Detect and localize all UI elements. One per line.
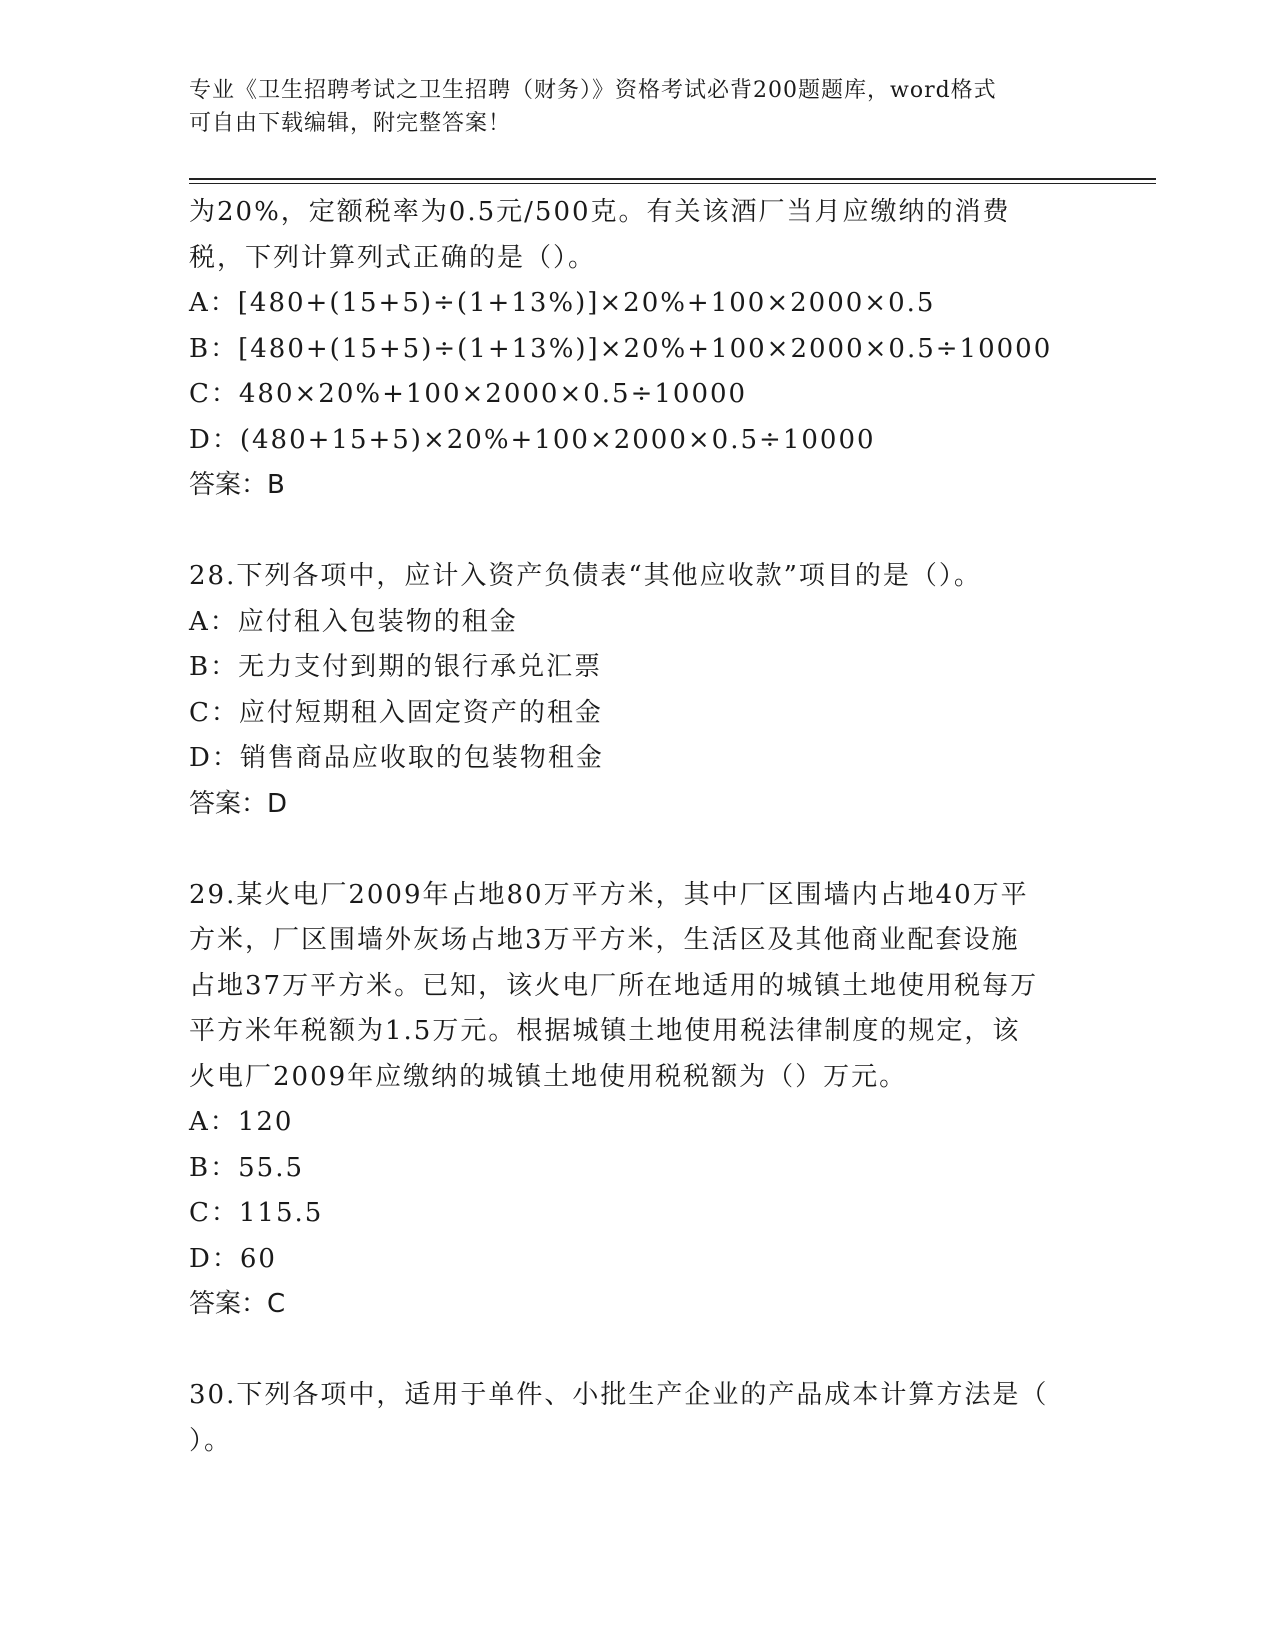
- document-body: [189, 190, 1089, 1464]
- question-28: [189, 554, 1089, 827]
- header-rule-thin: [189, 183, 1156, 184]
- spacer: [189, 827, 1089, 873]
- option-b: B：无力支付到期的银行承兑汇票: [189, 652, 603, 682]
- question-stem-line: 税，下列计算列式正确的是（）。: [189, 242, 597, 273]
- option-b: B：[480+(15+5)÷(1+13%)]×20%+100×2000×0.5÷10000: [189, 333, 1053, 364]
- header-rule-thick: [189, 178, 1156, 180]
- question-stem-line: 为20%，定额税率为0.5元/500克。有关该酒厂当月应缴纳的消费: [189, 197, 1011, 227]
- option-c: C：480×20%+100×2000×0.5÷10000: [189, 379, 748, 409]
- question-stem-line: 火电厂2009年应缴纳的城镇土地使用税税额为（）万元。: [189, 1061, 908, 1092]
- spacer: [189, 1328, 1089, 1374]
- option-d: D：60: [189, 1243, 277, 1274]
- option-c: C：115.5: [189, 1198, 324, 1228]
- question-stem-line: 29.某火电厂2009年占地80万平方米，其中厂区围墙内占地40万平: [189, 879, 1029, 910]
- question-stem-line: 平方米年税额为1.5万元。根据城镇土地使用税法律制度的规定，该: [189, 1016, 1021, 1046]
- question-29: [189, 873, 1089, 1328]
- answer: 答案：C: [189, 1289, 286, 1319]
- option-a: A：120: [189, 1107, 294, 1137]
- question-stem-line: 30.下列各项中，适用于单件、小批生产企业的产品成本计算方法是（: [189, 1380, 1049, 1410]
- question-stem-line: 占地37万平方米。已知，该火电厂所在地适用的城镇土地使用税每万: [189, 970, 1039, 1001]
- document-header: [189, 74, 1089, 140]
- question-stem-line: 28.下列各项中，应计入资产负债表“其他应收款”项目的是（）。: [189, 561, 982, 591]
- question-stem-line: 方米，厂区围墙外灰场占地3万平方米，生活区及其他商业配套设施: [189, 925, 1020, 955]
- option-a: A：应付租入包装物的租金: [189, 606, 518, 637]
- question-stem-line: ）。: [189, 1425, 233, 1456]
- option-a: A：[480+(15+5)÷(1+13%)]×20%+100×2000×0.5: [189, 288, 936, 318]
- answer: 答案：B: [189, 470, 285, 500]
- option-d: D：(480+15+5)×20%+100×2000×0.5÷10000: [189, 424, 876, 455]
- question-27: [189, 190, 1089, 509]
- answer: 答案：D: [189, 788, 288, 819]
- header-line-2: 可自由下载编辑，附完整答案！: [189, 111, 512, 136]
- spacer: [189, 509, 1089, 555]
- option-b: B：55.5: [189, 1152, 304, 1183]
- question-30: [189, 1373, 1089, 1464]
- option-c: C：应付短期租入固定资产的租金: [189, 697, 603, 728]
- option-d: D：销售商品应收取的包装物租金: [189, 743, 604, 773]
- header-line-1: 专业《卫生招聘考试之卫生招聘（财务）》资格考试必背200题题库，word格式: [189, 78, 997, 103]
